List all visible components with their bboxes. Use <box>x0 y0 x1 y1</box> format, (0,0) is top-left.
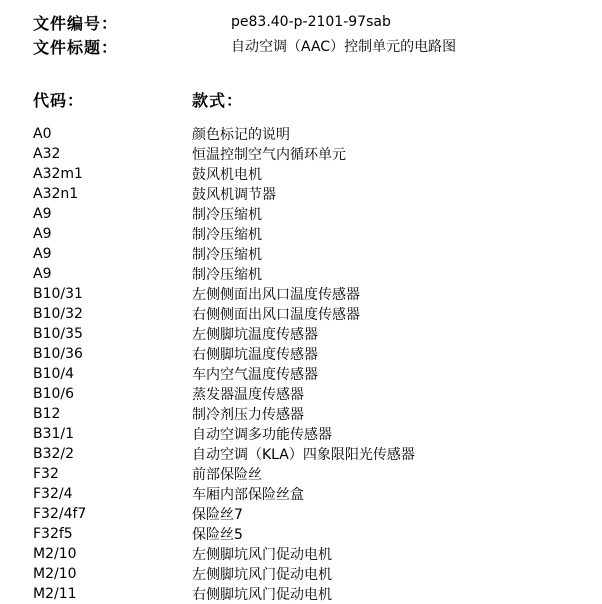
component-code: B31/1 <box>33 426 75 442</box>
component-description: 制冷压缩机 <box>192 227 262 243</box>
table-row <box>33 164 602 184</box>
component-code: B10/31 <box>33 286 83 302</box>
doc-title-row <box>33 36 456 56</box>
component-description: 保险丝7 <box>192 507 243 523</box>
component-code: A32 <box>33 146 61 162</box>
component-code: M2/10 <box>33 546 77 562</box>
component-code: A9 <box>33 266 52 282</box>
model-column-header: 款式： <box>192 90 244 110</box>
component-code: A9 <box>33 246 52 262</box>
component-description: 自动空调多功能传感器 <box>192 427 332 443</box>
table-row <box>33 204 602 224</box>
component-code: B32/2 <box>33 446 75 462</box>
table-row <box>33 444 602 464</box>
component-description: 制冷压缩机 <box>192 267 262 283</box>
component-code: A32n1 <box>33 186 79 202</box>
component-code: B10/36 <box>33 346 83 362</box>
component-code: B10/6 <box>33 386 75 402</box>
table-row <box>33 304 602 324</box>
table-row <box>33 264 602 284</box>
component-code: F32/4 <box>33 486 73 502</box>
component-code: A9 <box>33 206 52 222</box>
table-header <box>33 88 243 110</box>
component-code: M2/10 <box>33 566 77 582</box>
component-description: 蒸发器温度传感器 <box>192 387 304 403</box>
component-list <box>33 124 602 604</box>
component-description: 左侧脚坑风门促动电机 <box>192 547 332 563</box>
component-description: 车厢内部保险丝盒 <box>192 487 304 503</box>
table-row <box>33 144 602 164</box>
component-code: A32m1 <box>33 166 83 182</box>
table-row <box>33 184 602 204</box>
component-description: 制冷压缩机 <box>192 247 262 263</box>
table-row <box>33 424 602 444</box>
table-row <box>33 284 602 304</box>
component-description: 鼓风机调节器 <box>192 187 276 203</box>
component-code: B10/4 <box>33 366 75 382</box>
table-row <box>33 564 602 584</box>
component-code: F32/4f7 <box>33 506 87 522</box>
table-row <box>33 344 602 364</box>
component-description: 前部保险丝 <box>192 467 262 483</box>
component-description: 左侧脚坑温度传感器 <box>192 327 318 343</box>
component-description: 鼓风机电机 <box>192 167 262 183</box>
component-description: 左侧脚坑风门促动电机 <box>192 567 332 583</box>
component-description: 恒温控制空气内循环单元 <box>192 147 346 163</box>
component-code: B12 <box>33 406 61 422</box>
component-code: A9 <box>33 226 52 242</box>
component-description: 左侧侧面出风口温度传感器 <box>192 287 360 303</box>
component-description: 制冷剂压力传感器 <box>192 407 304 423</box>
table-row <box>33 544 602 564</box>
doc-number-label: 文件编号： <box>33 13 119 33</box>
doc-title-value: 自动空调（AAC）控制单元的电路图 <box>231 39 457 55</box>
component-description: 右侧侧面出风口温度传感器 <box>192 307 360 323</box>
table-row <box>33 124 602 144</box>
doc-number-value: pe83.40-p-2101-97sab <box>231 14 391 30</box>
table-row <box>33 404 602 424</box>
component-description: 右侧脚坑风门促动电机 <box>192 587 332 603</box>
component-code: F32f5 <box>33 526 73 542</box>
component-description: 颜色标记的说明 <box>192 127 290 143</box>
table-row <box>33 464 602 484</box>
table-row <box>33 244 602 264</box>
component-code: B10/35 <box>33 326 83 342</box>
table-row <box>33 384 602 404</box>
component-description: 保险丝5 <box>192 527 243 543</box>
table-row <box>33 484 602 504</box>
table-row <box>33 584 602 604</box>
table-row <box>33 524 602 544</box>
table-row <box>33 504 602 524</box>
table-row <box>33 364 602 384</box>
table-row <box>33 224 602 244</box>
code-column-header: 代码： <box>33 90 85 110</box>
component-description: 制冷压缩机 <box>192 207 262 223</box>
component-code: A0 <box>33 126 52 142</box>
component-description: 右侧脚坑温度传感器 <box>192 347 318 363</box>
component-code: M2/11 <box>33 586 77 602</box>
component-description: 自动空调（KLA）四象限阳光传感器 <box>192 447 415 463</box>
component-code: F32 <box>33 466 59 482</box>
doc-title-label: 文件标题： <box>33 37 119 57</box>
component-description: 车内空气温度传感器 <box>192 367 318 383</box>
doc-number-row <box>33 12 391 32</box>
component-code: B10/32 <box>33 306 83 322</box>
table-row <box>33 324 602 344</box>
